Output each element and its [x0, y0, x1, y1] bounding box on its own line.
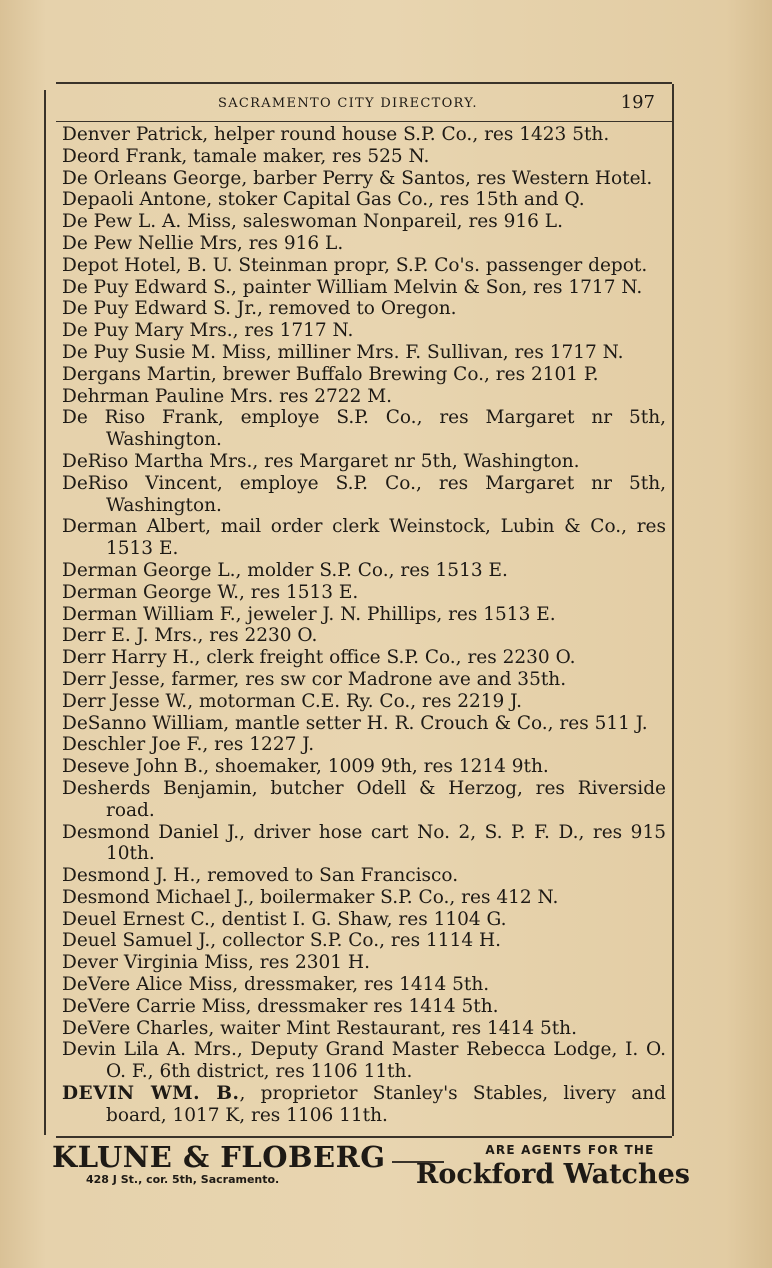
directory-entry: Deord Frank, tamale maker, res 525 N. [62, 145, 430, 167]
directory-entry: Desmond Michael J., boilermaker S.P. Co., res 412 N. [62, 886, 559, 908]
directory-entry: Derman George L., molder S.P. Co., res 1513 E. [62, 559, 508, 581]
directory-entry: Depaoli Antone, stoker Capital Gas Co., res 15th and Q. [62, 189, 585, 211]
directory-entry-devin-wm [62, 1083, 666, 1127]
directory-entry: De Puy Edward S., painter William Melvin & Son, res 1717 N. [62, 276, 643, 298]
directory-entry: Desherds Benjamin, butcher Odell & Herzog, res Riverside road. [62, 777, 666, 821]
directory-entry: Derr E. J. Mrs., res 2230 O. [62, 625, 318, 647]
page-header [60, 92, 660, 118]
directory-entry: De Puy Edward S. Jr., removed to Oregon. [62, 298, 457, 320]
directory-entry: Desmond Daniel J., driver hose cart No. 2, S. P. F. D., res 915 10th. [62, 821, 666, 865]
directory-entry: Dehrman Pauline Mrs. res 2722 M. [62, 385, 393, 407]
left-border [44, 90, 46, 1135]
directory-entry: DeVere Charles, waiter Mint Restaurant, res 1414 5th. [62, 1017, 577, 1039]
right-border [672, 84, 674, 1136]
directory-entry: De Orleans George, barber Perry & Santos, res Western Hotel. [62, 167, 653, 189]
directory-entry: De Puy Mary Mrs., res 1717 N. [62, 320, 354, 342]
directory-entry: Derr Jesse W., motorman C.E. Ry. Co., res 2219 J. [62, 690, 523, 712]
directory-entry: Depot Hotel, B. U. Steinman propr, S.P. Co's. passenger depot. [62, 254, 648, 276]
directory-entry: DeVere Carrie Miss, dressmaker res 1414 5th. [62, 995, 499, 1017]
directory-entry: Denver Patrick, helper round house S.P. Co., res 1423 5th. [62, 124, 610, 145]
directory-entry: Derman William F., jeweler J. N. Phillips, res 1513 E. [62, 603, 556, 625]
directory-entry: Derr Harry H., clerk freight office S.P. Co., res 2230 O. [62, 647, 576, 669]
directory-entry: Devin Lila A. Mrs., Deputy Grand Master Rebecca Lodge, I. O. O. F., 6th district, res 1106 11th. [62, 1039, 666, 1083]
advertisement-footer [52, 1140, 688, 1196]
directory-entry: De Pew L. A. Miss, saleswoman Nonpareil, res 916 L. [62, 211, 563, 233]
firm-name: KLUNE & FLOBERG [52, 1140, 386, 1174]
directory-entry: DeSanno William, mantle setter H. R. Crouch & Co., res 511 J. [62, 712, 648, 734]
directory-entry: DeVere Alice Miss, dressmaker, res 1414 5th. [62, 974, 490, 996]
directory-entry: Desmond J. H., removed to San Francisco. [62, 865, 459, 887]
bottom-border [56, 1136, 672, 1138]
top-border [56, 82, 672, 84]
directory-entry: De Puy Susie M. Miss, milliner Mrs. F. Sullivan, res 1717 N. [62, 341, 624, 363]
directory-entry: DeRiso Vincent, employe S.P. Co., res Margaret nr 5th, Washington. [62, 472, 666, 516]
directory-entry: Dever Virginia Miss, res 2301 H. [62, 952, 370, 974]
directory-entry: De Riso Frank, employe S.P. Co., res Margaret nr 5th, Washington. [62, 407, 666, 451]
directory-entry: Dergans Martin, brewer Buffalo Brewing Co., res 2101 P. [62, 363, 599, 385]
brand-name: Rockford Watches [415, 1159, 690, 1190]
directory-entry: Deuel Ernest C., dentist I. G. Shaw, res 1104 G. [62, 908, 507, 930]
directory-entry: Derr Jesse, farmer, res sw cor Madrone ave and 35th. [62, 668, 567, 690]
entry-name-bold: DEVIN WM. B. [62, 1083, 240, 1105]
firm-address: 428 J St., cor. 5th, Sacramento. [86, 1173, 280, 1186]
directory-entry: Deuel Samuel J., collector S.P. Co., res 1114 H. [62, 930, 502, 952]
directory-entry: Deschler Joe F., res 1227 J. [62, 734, 315, 756]
running-head: SACRAMENTO CITY DIRECTORY. [218, 96, 478, 111]
directory-entries [62, 124, 666, 1127]
entry-text: , proprietor Stanley's Stables, livery and board, 1017 K, res 1106 11th. [106, 1083, 666, 1126]
directory-entry: Deseve John B., shoemaker, 1009 9th, res 1214 9th. [62, 756, 549, 778]
page-number: 197 [620, 92, 655, 113]
directory-entry: DeRiso Martha Mrs., res Margaret nr 5th, Washington. [62, 450, 580, 472]
directory-entry: Derman Albert, mail order clerk Weinstock, Lubin & Co., res 1513 E. [62, 516, 666, 560]
directory-entry: Derman George W., res 1513 E. [62, 581, 359, 603]
agents-label: ARE AGENTS FOR THE [485, 1143, 655, 1157]
directory-entry: De Pew Nellie Mrs, res 916 L. [62, 232, 344, 254]
header-divider [56, 121, 672, 122]
